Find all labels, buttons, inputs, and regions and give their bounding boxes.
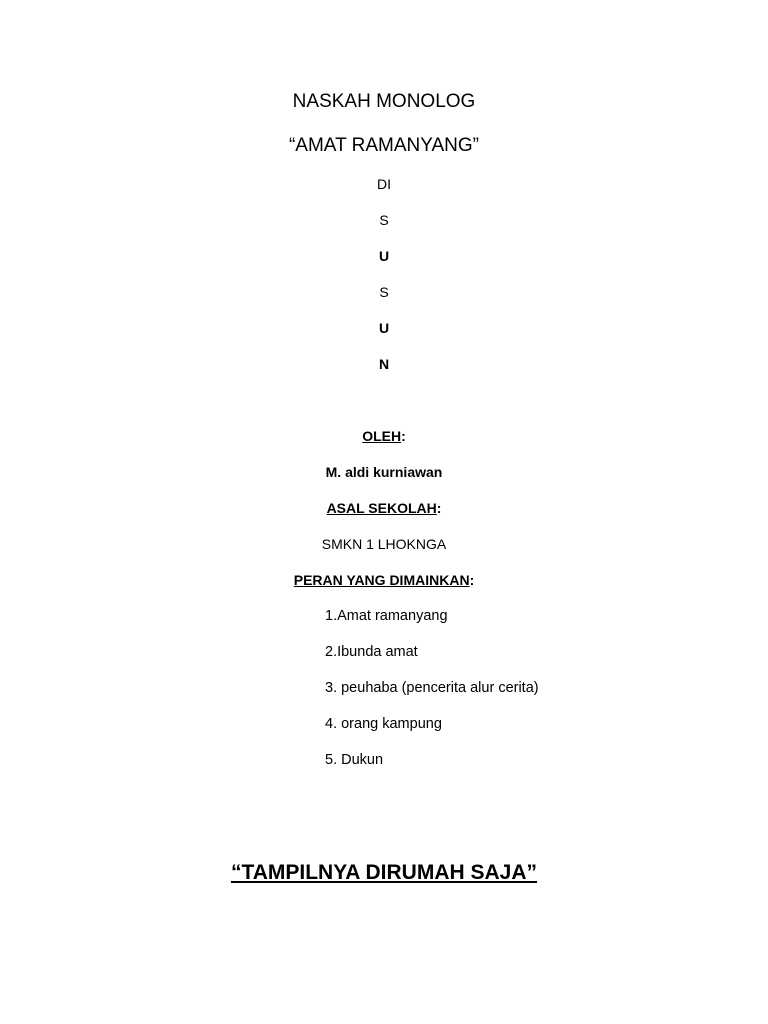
document-title: “AMAT RAMANYANG” bbox=[288, 135, 479, 156]
vertical-letter: S bbox=[379, 284, 389, 300]
roles-colon: : bbox=[469, 572, 475, 588]
vertical-letter: U bbox=[378, 248, 390, 264]
author-name: M. aldi kurniawan bbox=[325, 464, 443, 480]
role-item bbox=[325, 645, 418, 660]
vertical-letter: DI bbox=[377, 176, 391, 192]
vertical-letter: S bbox=[379, 212, 389, 228]
role-number: 5. bbox=[325, 752, 338, 768]
vertical-letter: U bbox=[378, 320, 390, 336]
role-number: 2. bbox=[325, 644, 338, 660]
school-label-line bbox=[0, 501, 768, 515]
author-label-line bbox=[0, 429, 768, 443]
role-text: Amat ramanyang bbox=[337, 608, 448, 624]
role-text: orang kampung bbox=[337, 716, 442, 732]
school-name: SMKN 1 LHOKNGA bbox=[321, 536, 447, 552]
role-number: 1. bbox=[325, 608, 338, 624]
role-number: 3. bbox=[325, 680, 338, 696]
role-number: 4. bbox=[325, 716, 338, 732]
role-text: peuhaba (pencerita alur cerita) bbox=[337, 680, 539, 696]
role-item bbox=[325, 717, 442, 732]
roles-label-line bbox=[0, 573, 768, 587]
document-heading: NASKAH MONOLOG bbox=[292, 91, 476, 112]
role-item bbox=[325, 681, 539, 696]
roles-label: PERAN YANG DIMAINKAN bbox=[293, 572, 470, 588]
vertical-letter: N bbox=[378, 356, 390, 372]
role-item bbox=[325, 753, 383, 768]
author-colon: : bbox=[401, 428, 406, 444]
role-text: Ibunda amat bbox=[337, 644, 418, 660]
role-text: Dukun bbox=[337, 752, 384, 768]
school-label: ASAL SEKOLAH bbox=[326, 500, 437, 516]
role-item bbox=[325, 609, 448, 624]
footer-title: “TAMPILNYA DIRUMAH SAJA” bbox=[230, 861, 538, 884]
author-label: OLEH bbox=[362, 428, 402, 444]
school-colon: : bbox=[436, 500, 442, 516]
